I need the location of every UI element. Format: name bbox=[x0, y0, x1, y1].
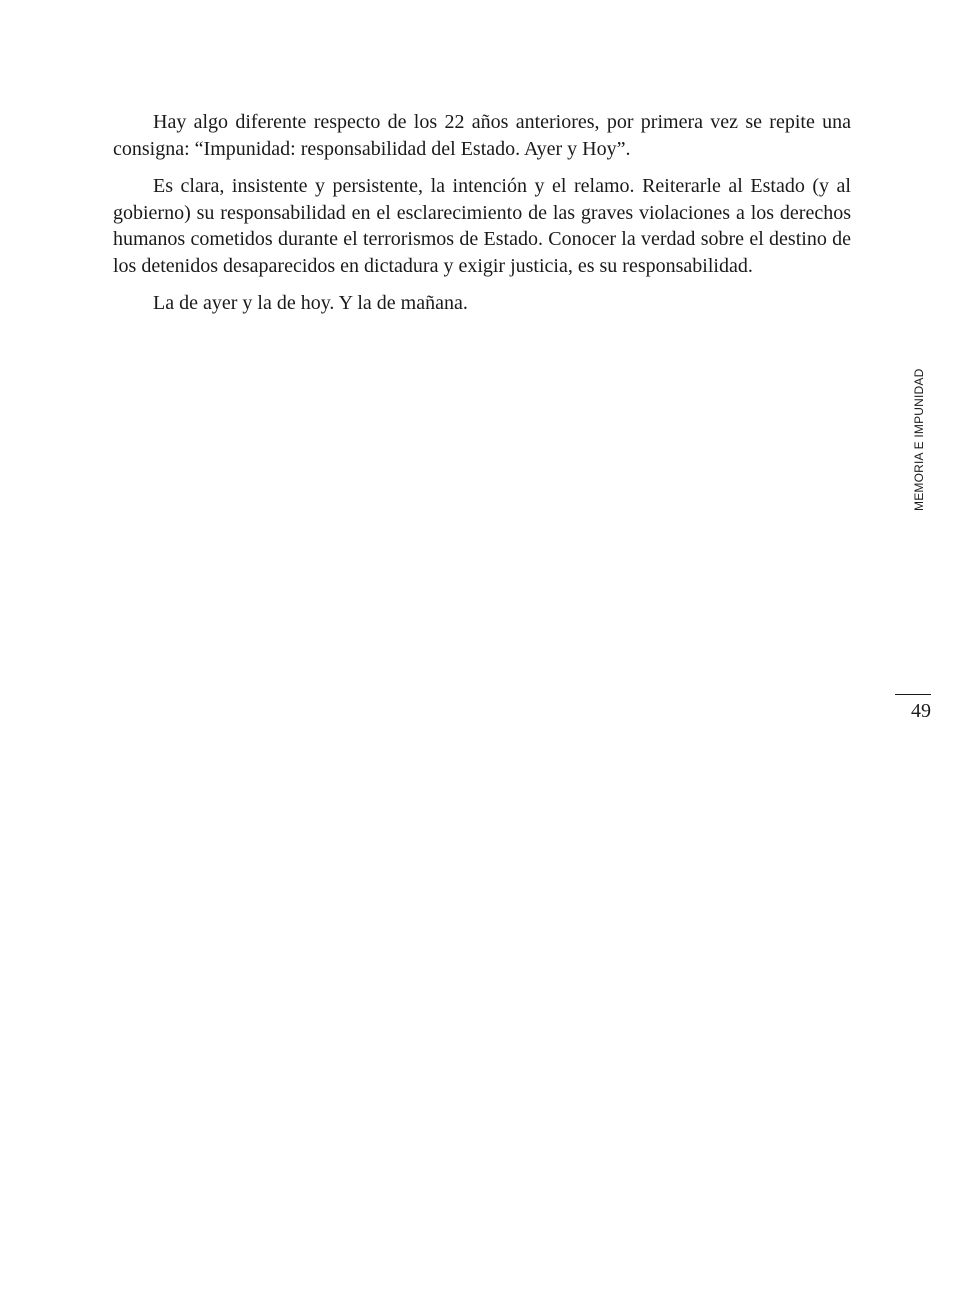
page-number-rule bbox=[895, 694, 931, 695]
paragraph-1: Hay algo diferente respecto de los 22 años anteriores, por primera vez se repite una consigna: “Impunidad: responsabilidad del Estado. Ayer y Hoy”. bbox=[113, 111, 851, 160]
paragraph-3: La de ayer y la de hoy. Y la de mañana. bbox=[153, 292, 468, 314]
paragraph-2: Es clara, insistente y persistente, la intención y el relamo. Reiterarle al Estado (y al gobierno) su responsabilidad en el esclarecimiento de las graves violaciones a los derechos humanos cometidos durante el terrorismos de Estado. Conocer la verdad sobre el destino de los detenidos desaparecidos en dictadura y exigir justicia, es su responsabilidad. bbox=[113, 175, 851, 277]
page-number: 49 bbox=[911, 700, 931, 722]
running-head: MEMORIA E IMPUNIDAD bbox=[912, 368, 926, 511]
body-text bbox=[113, 109, 851, 328]
